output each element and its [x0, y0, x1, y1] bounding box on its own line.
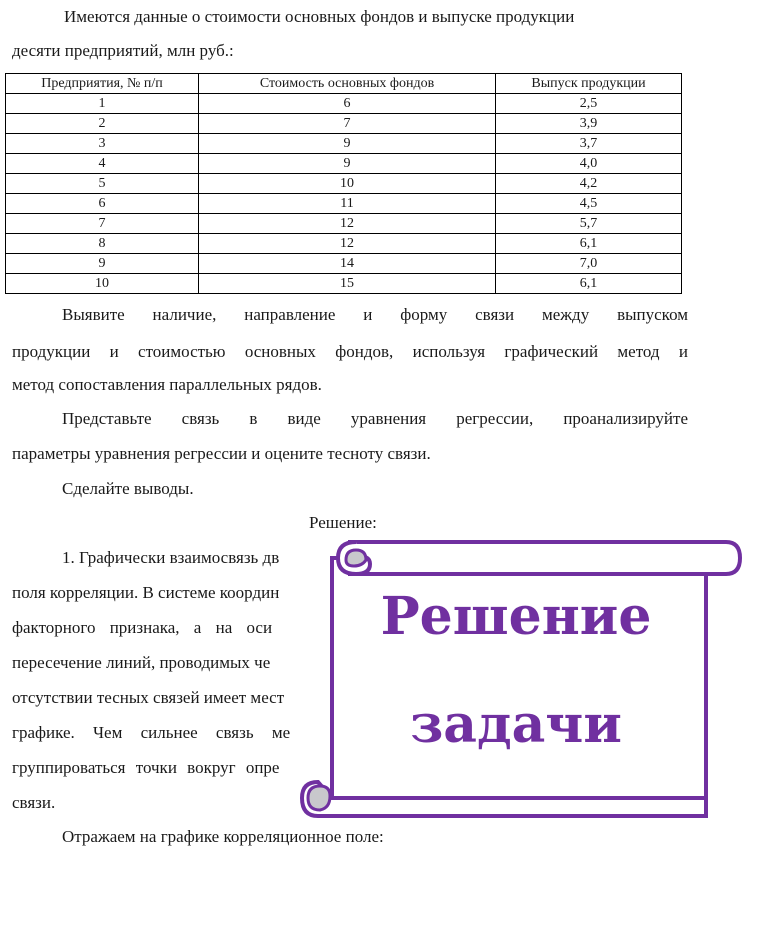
task-line: продукции и стоимостью основных фондов, используя графический метод и: [12, 342, 688, 361]
task-line: Сделайте выводы.: [62, 479, 194, 498]
table-cell: 3: [6, 134, 199, 154]
table-cell: 4,5: [496, 194, 682, 214]
table-row: [6, 214, 682, 234]
table-row: [6, 114, 682, 134]
table-cell: 3,9: [496, 114, 682, 134]
table-row: [6, 174, 682, 194]
table-cell: 5: [6, 174, 199, 194]
column-header: Стоимость основных фондов: [199, 74, 496, 94]
table-row: [6, 274, 682, 294]
table-cell: 9: [199, 154, 496, 174]
table-cell: 9: [6, 254, 199, 274]
column-header: Выпуск продукции: [496, 74, 682, 94]
solution-line: факторного признака, а на оси: [12, 618, 273, 637]
table-cell: 15: [199, 274, 496, 294]
solution-line: графике. Чем сильнее связь ме: [12, 723, 291, 742]
table-row: [6, 234, 682, 254]
table-cell: 4: [6, 154, 199, 174]
table-cell: 1: [6, 94, 199, 114]
table-cell: 10: [6, 274, 199, 294]
task-line: метод сопоставления параллельных рядов.: [12, 375, 322, 394]
table-cell: 6,1: [496, 234, 682, 254]
table-cell: 2,5: [496, 94, 682, 114]
solution-line: группироваться точки вокруг опре: [12, 758, 280, 777]
table-row: [6, 134, 682, 154]
solution-line: 1. Графически взаимосвязь дв: [62, 548, 280, 567]
table-cell: 3,7: [496, 134, 682, 154]
table-cell: 11: [199, 194, 496, 214]
solution-line: Отражаем на графике корреляционное поле:: [62, 827, 384, 846]
table-cell: 10: [199, 174, 496, 194]
data-table: [5, 73, 682, 294]
table-cell: 7,0: [496, 254, 682, 274]
solution-line: связи.: [12, 793, 56, 812]
solution-line: поля корреляции. В системе координ: [12, 583, 280, 602]
table-row: [6, 254, 682, 274]
table-cell: 2: [6, 114, 199, 134]
table-cell: 8: [6, 234, 199, 254]
table-row: [6, 94, 682, 114]
intro-line-2: десяти предприятий, млн руб.:: [12, 41, 234, 60]
table-cell: 4,2: [496, 174, 682, 194]
scroll-banner: [296, 536, 746, 820]
bottom-curl-shade: [308, 786, 330, 810]
table-row: [6, 154, 682, 174]
task-line: Выявите наличие, направление и форму связи между выпуском: [62, 305, 688, 324]
task-line: параметры уравнения регрессии и оцените тесноту связи.: [12, 444, 431, 463]
banner-title-line-2: задачи: [410, 694, 622, 755]
table-cell: 12: [199, 234, 496, 254]
table-cell: 7: [6, 214, 199, 234]
table-cell: 6: [199, 94, 496, 114]
solution-line: отсутствии тесных связей имеет мест: [12, 688, 285, 707]
table-cell: 6,1: [496, 274, 682, 294]
table-cell: 5,7: [496, 214, 682, 234]
top-curl-shade: [346, 550, 366, 566]
table-header-row: [6, 74, 682, 94]
table-cell: 6: [6, 194, 199, 214]
table-row: [6, 194, 682, 214]
table-cell: 12: [199, 214, 496, 234]
solution-heading: Решение:: [309, 513, 377, 532]
table-cell: 7: [199, 114, 496, 134]
column-header: Предприятия, № п/п: [6, 74, 199, 94]
table-cell: 4,0: [496, 154, 682, 174]
banner-title-line-1: Решение: [380, 586, 652, 647]
table-cell: 14: [199, 254, 496, 274]
task-line: Представьте связь в виде уравнения регрессии, проанализируйте: [62, 409, 688, 428]
solution-line: пересечение линий, проводимых че: [12, 653, 271, 672]
intro-line-1: Имеются данные о стоимости основных фондов и выпуске продукции: [64, 7, 575, 26]
table-cell: 9: [199, 134, 496, 154]
